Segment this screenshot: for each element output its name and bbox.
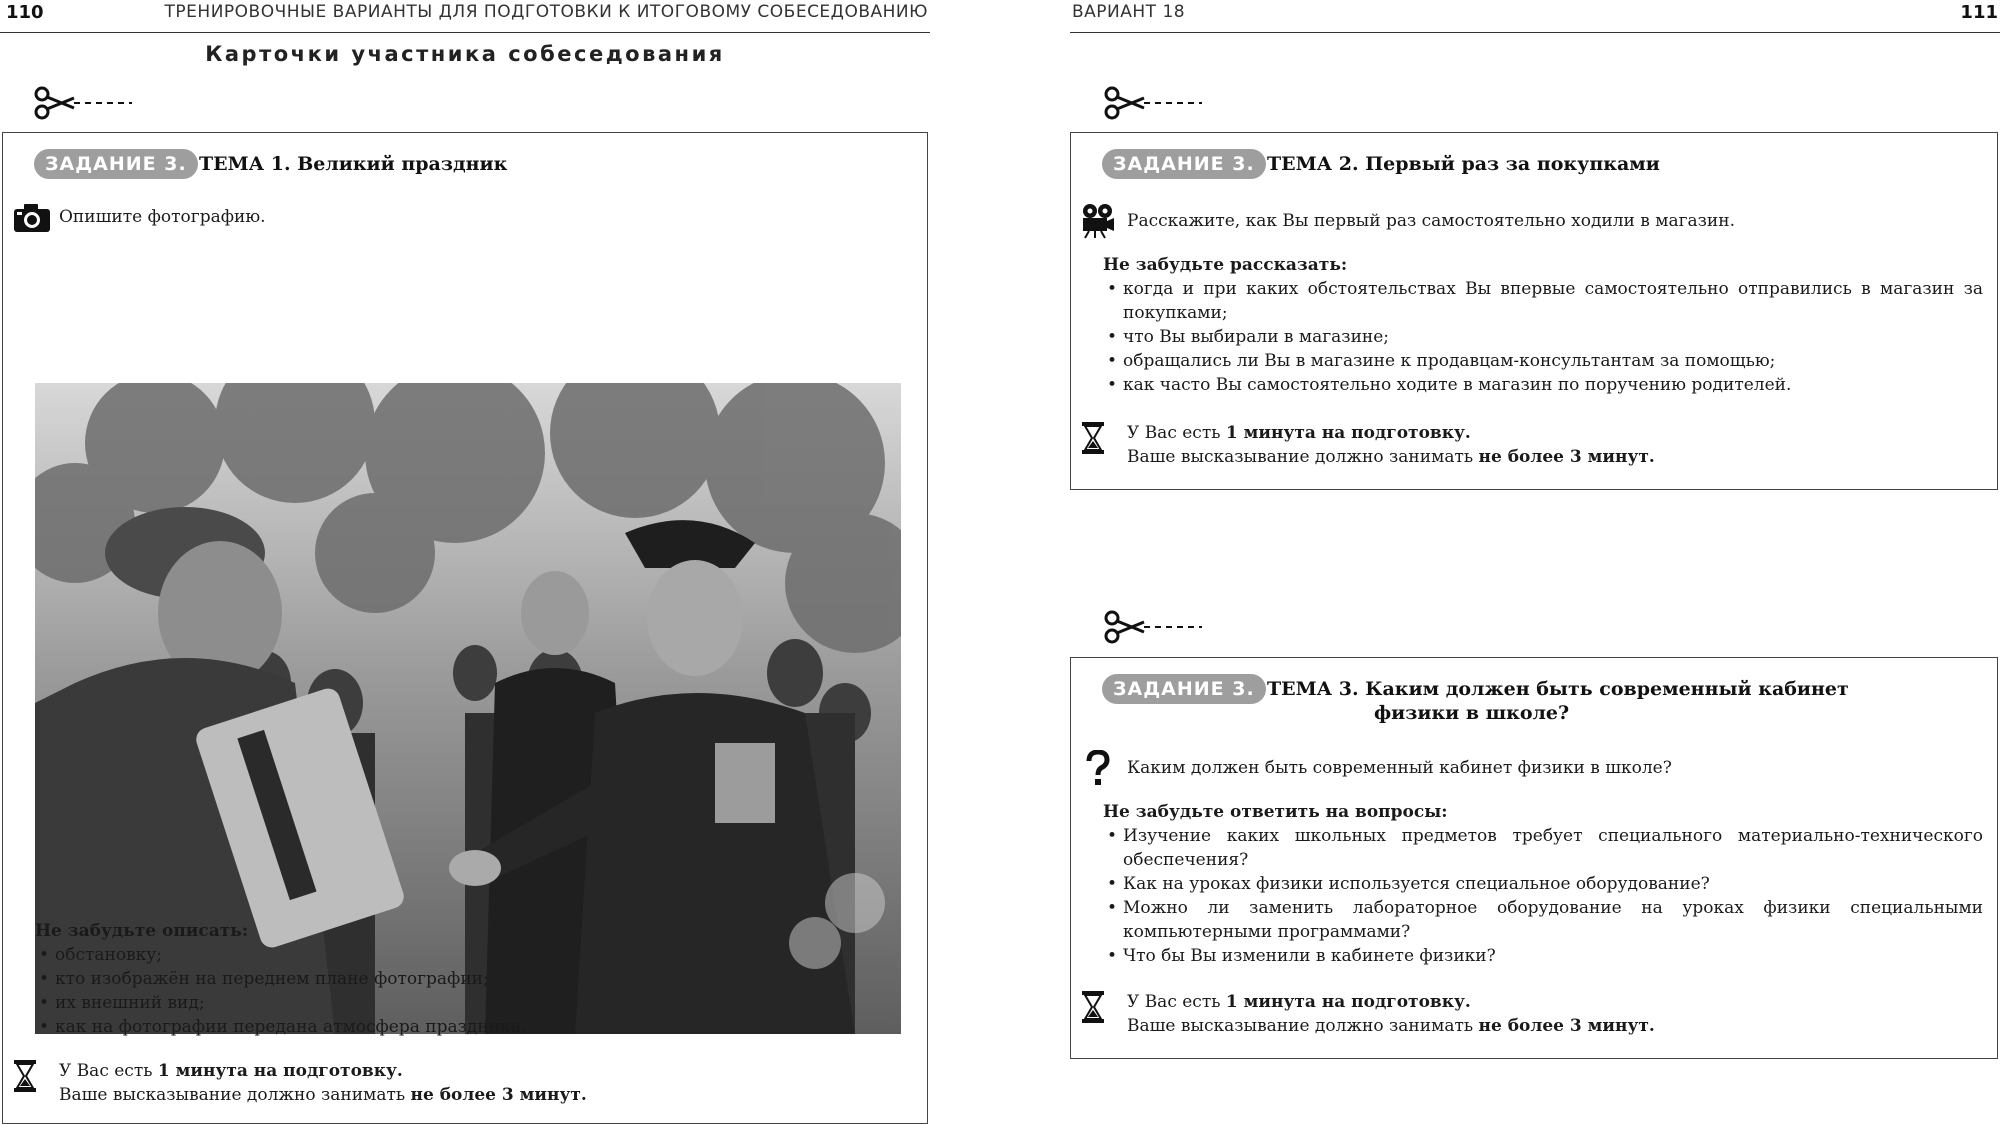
running-head bbox=[0, 0, 930, 33]
task-badge: ЗАДАНИЕ 3. bbox=[1102, 674, 1266, 704]
list-item: • их внешний вид; bbox=[35, 991, 915, 1015]
reminder-title: Не забудьте рассказать: bbox=[1103, 255, 1348, 275]
task-badge: ЗАДАНИЕ 3. bbox=[34, 149, 198, 179]
reminder-list bbox=[1103, 824, 1983, 968]
hourglass-icon bbox=[13, 1059, 37, 1093]
prep-time-text: У Вас есть 1 минута на подготовку. bbox=[1127, 992, 1471, 1012]
prep-time-text: У Вас есть 1 минута на подготовку. bbox=[1127, 423, 1471, 443]
instruction-text: Опишите фотографию. bbox=[59, 207, 266, 227]
list-item: • Можно ли заменить лабораторное оборудование на уроках физики специальными компьютерными программами? bbox=[1103, 896, 1983, 944]
hourglass-icon bbox=[1081, 421, 1105, 455]
instruction-text: Расскажите, как Вы первый раз самостоятельно ходили в магазин. bbox=[1127, 211, 1735, 231]
list-item: • как на фотографии передана атмосфера праздника. bbox=[35, 1015, 915, 1039]
film-camera-icon bbox=[1081, 203, 1115, 239]
prep-time-text: У Вас есть 1 минута на подготовку. bbox=[59, 1061, 403, 1081]
page-number: 110 bbox=[6, 2, 44, 23]
right-page bbox=[1070, 0, 2000, 1124]
topic-title: ТЕМА 3. Каким должен быть современный кабинет физики в школе? bbox=[1267, 678, 1849, 724]
task-card-2 bbox=[1070, 132, 1998, 490]
list-item: • как часто Вы самостоятельно ходите в магазин по поручению родителей. bbox=[1103, 373, 1983, 397]
hourglass-icon bbox=[1081, 990, 1105, 1024]
list-item: • когда и при каких обстоятельствах Вы впервые самостоятельно отправились в магазин за покупками; bbox=[1103, 277, 1983, 325]
page-number: 111 bbox=[1960, 2, 1998, 23]
task-card-1 bbox=[2, 132, 928, 1124]
cards-title: Карточки участника собеседования bbox=[205, 42, 725, 66]
list-item: • что Вы выбирали в магазине; bbox=[1103, 325, 1983, 349]
list-item: • Как на уроках физики используется специальное оборудование? bbox=[1103, 872, 1983, 896]
running-head-text: ТРЕНИРОВОЧНЫЕ ВАРИАНТЫ ДЛЯ ПОДГОТОВКИ К ИТОГОВОМУ СОБЕСЕДОВАНИЮ bbox=[164, 2, 928, 22]
list-item: • кто изображён на переднем плане фотографии; bbox=[35, 967, 915, 991]
camera-icon bbox=[13, 203, 51, 233]
list-item: • Что бы Вы изменили в кабинете физики? bbox=[1103, 944, 1983, 968]
running-head-text: ВАРИАНТ 18 bbox=[1072, 2, 1186, 22]
scissors-icon bbox=[1104, 610, 1204, 644]
scissors-icon bbox=[1104, 86, 1204, 120]
left-page bbox=[0, 0, 930, 1124]
task-card-3 bbox=[1070, 657, 1998, 1059]
question-icon bbox=[1085, 750, 1111, 786]
answer-time-text: Ваше высказывание должно занимать не более 3 минут. bbox=[1127, 1016, 1655, 1036]
list-item: • обстановку; bbox=[35, 943, 915, 967]
topic-title: ТЕМА 2. Первый раз за покупками bbox=[1267, 153, 1660, 175]
instruction-text: Каким должен быть современный кабинет физики в школе? bbox=[1127, 758, 1672, 778]
scissors-icon bbox=[34, 86, 134, 120]
reminder-title: Не забудьте описать: bbox=[35, 921, 249, 941]
task-badge: ЗАДАНИЕ 3. bbox=[1102, 149, 1266, 179]
running-head bbox=[1070, 0, 2000, 33]
topic-title: ТЕМА 1. Великий праздник bbox=[199, 153, 508, 175]
list-item: • Изучение каких школьных предметов требует специального материально-технического обеспечения? bbox=[1103, 824, 1983, 872]
list-item: • обращались ли Вы в магазине к продавцам-консультантам за помощью; bbox=[1103, 349, 1983, 373]
answer-time-text: Ваше высказывание должно занимать не более 3 минут. bbox=[59, 1085, 587, 1105]
answer-time-text: Ваше высказывание должно занимать не более 3 минут. bbox=[1127, 447, 1655, 467]
reminder-list bbox=[1103, 277, 1983, 397]
reminder-title: Не забудьте ответить на вопросы: bbox=[1103, 802, 1448, 822]
reminder-list bbox=[35, 943, 915, 1039]
